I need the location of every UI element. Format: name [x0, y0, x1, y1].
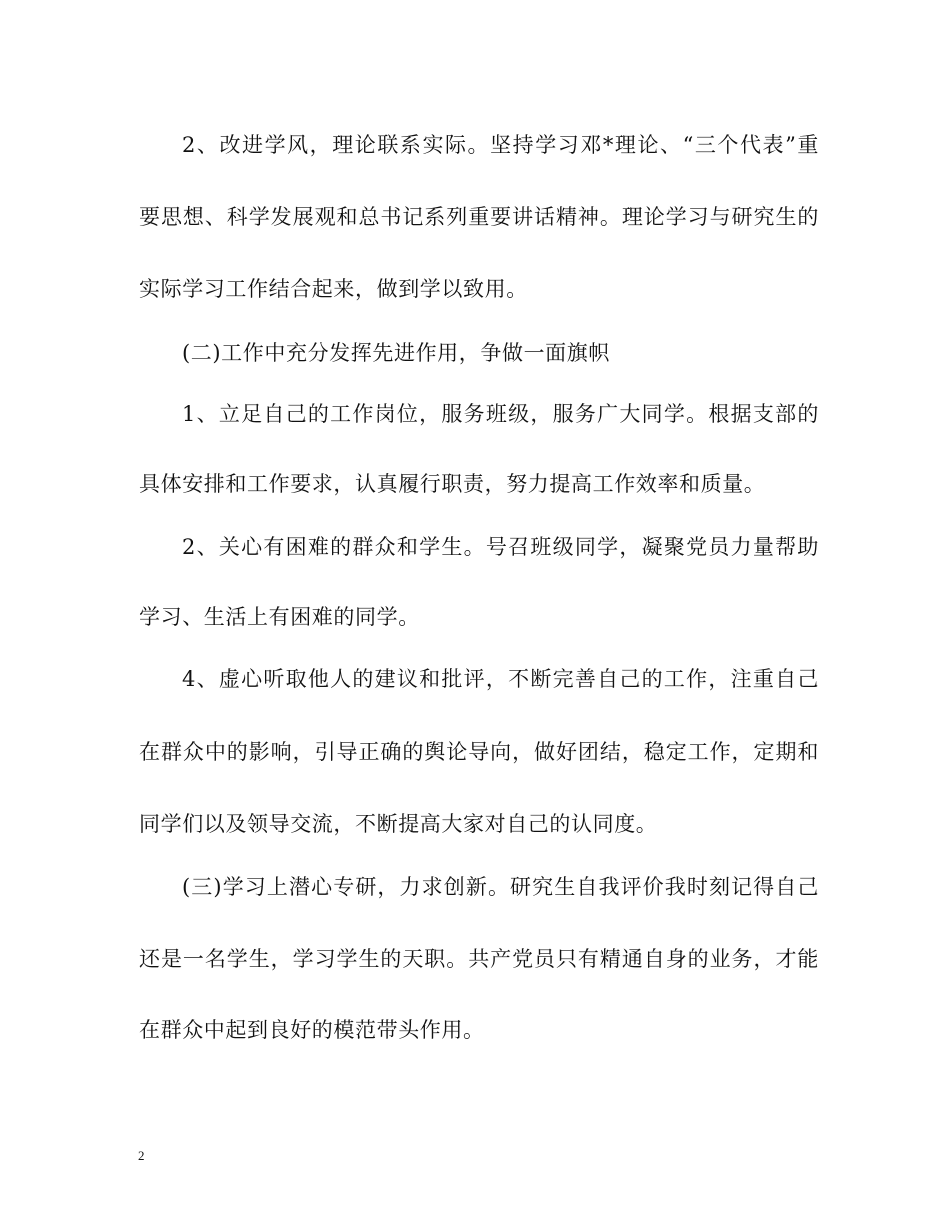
section-heading: (三)学习上潜心专研，力求创新。研究生自我评价我时刻记得自己 — [182, 875, 819, 899]
paragraph-line: 具体安排和工作要求，认真履行职责，努力提高工作效率和质量。 — [139, 472, 766, 496]
paragraph-line: 2、关心有困难的群众和学生。号召班级同学，凝聚党员力量帮助 — [182, 535, 819, 559]
paragraph-line: 要思想、科学发展观和总书记系列重要讲话精神。理论学习与研究生的 — [139, 205, 819, 229]
paragraph-line: 1、立足自己的工作岗位，服务班级，服务广大同学。根据支部的 — [182, 402, 819, 426]
page-number: 2 — [138, 1148, 145, 1163]
paragraph-line: 实际学习工作结合起来，做到学以致用。 — [139, 277, 528, 301]
paragraph-line: 同学们以及领导交流，不断提高大家对自己的认同度。 — [139, 812, 658, 836]
paragraph-line: 还是一名学生，学习学生的天职。共产党员只有精通自身的业务，才能 — [139, 947, 819, 971]
paragraph-line: 学习、生活上有困难的同学。 — [139, 605, 420, 629]
section-heading: (二)工作中充分发挥先进作用，争做一面旗帜 — [182, 341, 610, 365]
paragraph-line: 在群众中起到良好的模范带头作用。 — [139, 1018, 485, 1042]
paragraph-line: 4、虚心听取他人的建议和批评，不断完善自己的工作，注重自己 — [182, 667, 819, 691]
paragraph-line: 在群众中的影响，引导正确的舆论导向，做好团结，稳定工作，定期和 — [139, 740, 819, 764]
paragraph-line: 2、改进学风，理论联系实际。坚持学习邓*理论、“三个代表”重 — [182, 133, 819, 157]
